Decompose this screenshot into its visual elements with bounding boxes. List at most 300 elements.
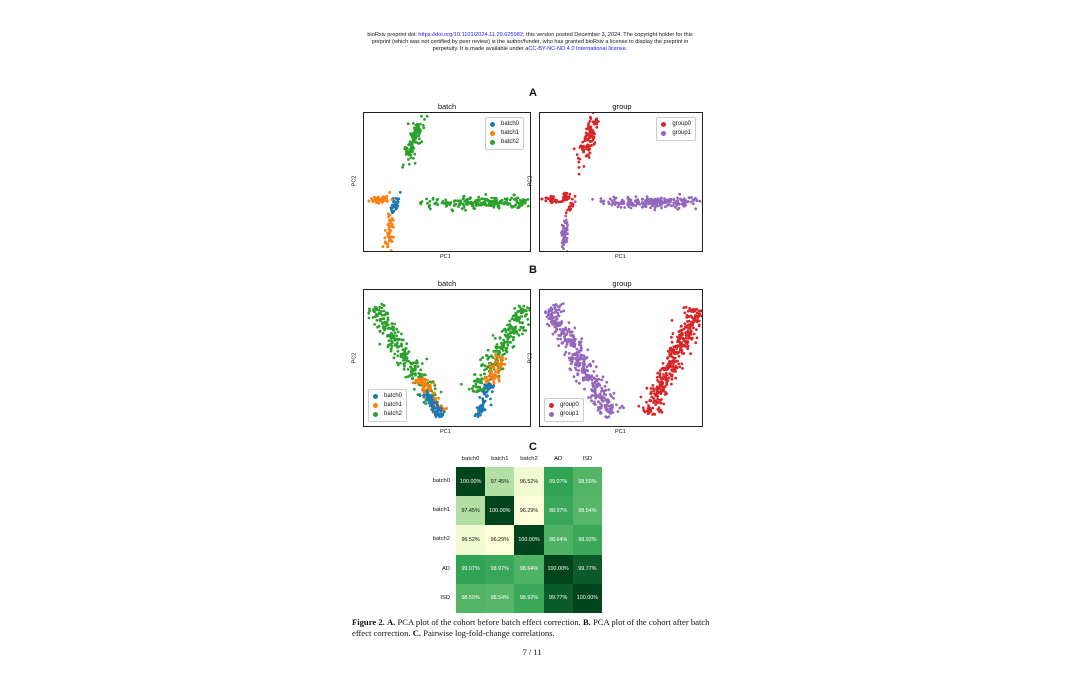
group0-point xyxy=(588,133,591,136)
group0-point xyxy=(565,211,568,214)
batch2-point xyxy=(501,330,504,333)
group1-point xyxy=(610,395,613,398)
group0-point xyxy=(545,197,548,200)
batch2-point xyxy=(515,316,518,319)
group1-point xyxy=(659,202,662,205)
group1-point xyxy=(633,204,636,207)
legend-a-group xyxy=(656,117,696,141)
group0-point xyxy=(676,344,679,347)
batch2-point xyxy=(383,310,386,313)
batch2-point xyxy=(462,195,465,198)
batch0-point xyxy=(399,191,402,194)
group1-point xyxy=(559,328,562,331)
legend-item-batch2 xyxy=(490,138,519,147)
pca-plot-a-batch xyxy=(363,112,534,252)
batch2-point xyxy=(459,201,462,204)
group0-point xyxy=(684,326,687,329)
group1-point xyxy=(690,196,693,199)
batch1-point xyxy=(497,372,500,375)
group1-point xyxy=(623,206,626,209)
batch2-point xyxy=(460,383,463,386)
group1-point xyxy=(590,375,593,378)
batch1-point xyxy=(387,232,390,235)
batch2-point xyxy=(518,205,521,208)
batch2-point xyxy=(410,371,413,374)
batch2-point xyxy=(510,327,513,330)
batch2-point xyxy=(422,127,425,130)
group1-point xyxy=(602,202,605,205)
group0-point xyxy=(650,391,653,394)
batch2-point xyxy=(378,306,381,309)
batch2-point xyxy=(507,327,510,330)
preprint-header xyxy=(330,32,730,53)
group1-point xyxy=(609,412,612,415)
group0-point xyxy=(683,322,686,325)
batch2-point xyxy=(407,122,410,125)
batch2-point xyxy=(518,334,521,337)
batch0-point xyxy=(482,401,485,404)
group1-point xyxy=(546,323,549,326)
group1-point xyxy=(667,200,670,203)
batch2-point xyxy=(498,350,501,353)
batch1-point xyxy=(418,377,421,380)
batch2-point xyxy=(379,330,382,333)
batch2-point xyxy=(420,140,423,143)
group0-point xyxy=(583,149,586,152)
batch2-point xyxy=(451,208,454,211)
batch1-point xyxy=(382,245,385,248)
group1-point xyxy=(580,337,583,340)
batch1-point xyxy=(419,380,422,383)
panel-b-letter: B xyxy=(529,264,537,276)
group1-point xyxy=(593,400,596,403)
batch2-point xyxy=(506,341,509,344)
batch0-point xyxy=(483,393,486,396)
group1-point xyxy=(568,352,571,355)
group1-point xyxy=(607,402,610,405)
group1-point xyxy=(563,353,566,356)
batch2-point xyxy=(429,208,432,211)
group1-point xyxy=(646,195,649,198)
batch2-point xyxy=(480,197,483,200)
group1-point xyxy=(654,204,657,207)
group0-point xyxy=(667,362,670,365)
batch2-point xyxy=(411,376,414,379)
group1-point xyxy=(548,317,551,320)
batch1-point xyxy=(494,370,497,373)
batch2-point xyxy=(402,352,405,355)
plot-a-right-ylabel: PC2 xyxy=(527,175,534,187)
batch2-point xyxy=(422,124,425,127)
batch2-point xyxy=(397,338,400,341)
legend-item-group0 xyxy=(661,120,691,129)
page-number: 7 / 11 xyxy=(522,647,542,657)
group0-point xyxy=(585,128,588,131)
batch1-point xyxy=(496,355,499,358)
group1-point xyxy=(620,206,623,209)
batch2-point xyxy=(475,204,478,207)
group0-point xyxy=(661,411,664,414)
group0-point xyxy=(701,315,703,318)
caption-a-label: A. xyxy=(386,617,396,627)
group0-point xyxy=(688,334,691,337)
group0-point xyxy=(675,365,678,368)
group0-point xyxy=(680,325,683,328)
batch2-point xyxy=(475,379,478,382)
batch2-point xyxy=(407,158,410,161)
batch2-point xyxy=(503,342,506,345)
group1-point xyxy=(642,202,645,205)
batch2-point xyxy=(527,205,530,208)
group0-point xyxy=(640,396,643,399)
batch2-point xyxy=(454,199,457,202)
group1-point xyxy=(622,406,625,409)
heatmap-row-label: batch0 xyxy=(432,478,450,484)
batch2-point xyxy=(423,118,426,121)
group0-point xyxy=(562,198,565,201)
group0-point xyxy=(558,201,561,204)
batch2-point xyxy=(368,317,371,320)
batch2-point xyxy=(392,326,395,329)
group1-point xyxy=(589,364,592,367)
batch1-point xyxy=(384,242,387,245)
heatmap-cell: 98.59% xyxy=(456,584,485,613)
group1-point xyxy=(641,198,644,201)
group1-point xyxy=(574,357,577,360)
batch2-point xyxy=(397,350,400,353)
license-link[interactable]: CC-BY-NC-ND 4.0 International license xyxy=(528,46,626,52)
group0-point xyxy=(695,328,698,331)
batch2-point xyxy=(475,385,478,388)
group1-point xyxy=(566,250,569,252)
group0-point xyxy=(637,405,640,408)
batch2-point xyxy=(509,320,512,323)
group0-point xyxy=(685,306,688,309)
batch0-point xyxy=(428,402,431,405)
group0-point xyxy=(669,347,672,350)
batch2-point xyxy=(404,347,407,350)
heatmap-cell: 96.52% xyxy=(456,525,485,554)
series-group0 xyxy=(637,306,703,416)
group1-point xyxy=(576,348,579,351)
group1-point xyxy=(569,330,572,333)
batch0-point xyxy=(479,407,482,410)
heatmap-cell: 98.54% xyxy=(573,496,602,525)
batch2-point xyxy=(386,321,389,324)
batch2-point xyxy=(426,115,429,118)
group0-point xyxy=(646,410,649,413)
group1-point xyxy=(600,412,603,415)
group0-point xyxy=(676,360,679,363)
group0-point xyxy=(671,378,674,381)
header-line2: preprint (which was not certified by peer review) is the author/funder, who has granted bioRxiv a license to display the preprint in xyxy=(371,39,689,45)
heatmap-column-label: ISD xyxy=(582,456,593,462)
batch2-point xyxy=(490,204,493,207)
heatmap-cell: 98.92% xyxy=(514,584,543,613)
group0-marker-icon xyxy=(549,403,554,408)
group1-point xyxy=(583,355,586,358)
batch1-point xyxy=(437,397,440,400)
batch2-point xyxy=(399,362,402,365)
batch2-point xyxy=(395,335,398,338)
group1-point xyxy=(564,215,567,218)
batch2-point xyxy=(522,326,525,329)
batch0-point xyxy=(489,383,492,386)
batch2-point xyxy=(412,122,415,125)
group0-point xyxy=(659,372,662,375)
group0-point xyxy=(686,320,689,323)
batch0-point xyxy=(392,210,395,213)
batch2-point xyxy=(502,345,505,348)
batch2-point xyxy=(444,202,447,205)
group1-point xyxy=(558,334,561,337)
batch2-point xyxy=(376,308,379,311)
group0-point xyxy=(686,347,689,350)
group0-point xyxy=(688,336,691,339)
batch2-point xyxy=(383,304,386,307)
legend-label: group0 xyxy=(672,121,691,127)
heatmap-cell: 98.97% xyxy=(485,555,514,584)
batch1-point xyxy=(388,237,391,240)
heatmap-cell: 96.29% xyxy=(485,525,514,554)
batch1-point xyxy=(488,375,491,378)
heatmap-column-label: AD xyxy=(554,456,563,462)
caption-b-text: PCA plot of the cohort after batch effect correction. xyxy=(352,617,710,638)
batch2-point xyxy=(417,365,420,368)
group0-point xyxy=(670,383,673,386)
group1-point xyxy=(672,201,675,204)
group1-point xyxy=(676,197,679,200)
group1-point xyxy=(557,344,560,347)
batch2-point xyxy=(416,129,419,132)
group0-point xyxy=(647,404,650,407)
caption-a-text: PCA plot of the cohort before batch effect correction. xyxy=(395,617,583,627)
batch2-point xyxy=(401,348,404,351)
batch2-point xyxy=(418,132,421,135)
group1-point xyxy=(594,403,597,406)
batch2-point xyxy=(387,345,390,348)
group0-point xyxy=(675,352,678,355)
batch2-point xyxy=(471,387,474,390)
group1-point xyxy=(683,203,686,206)
batch0-point xyxy=(436,404,439,407)
group1-point xyxy=(660,197,663,200)
batch2-point xyxy=(486,354,489,357)
group1-point xyxy=(550,321,553,324)
batch2-point xyxy=(500,342,503,345)
batch2-point xyxy=(410,374,413,377)
batch1-point xyxy=(384,229,387,232)
group0-point xyxy=(591,129,594,132)
group0-point xyxy=(653,413,656,416)
group1-point xyxy=(561,234,564,237)
group1-point xyxy=(591,198,594,201)
group1-point xyxy=(580,349,583,352)
group0-point xyxy=(679,347,682,350)
legend-label: batch2 xyxy=(500,139,519,145)
batch1-point xyxy=(433,391,436,394)
plot-b-right-ylabel: PC2 xyxy=(527,352,534,364)
group0-point xyxy=(664,375,667,378)
group1-point xyxy=(586,378,589,381)
group0-point xyxy=(690,309,693,312)
group1-point xyxy=(598,406,601,409)
batch2-point xyxy=(507,344,510,347)
batch2-point xyxy=(394,332,397,335)
plot-b-right-title: group xyxy=(612,279,632,288)
group0-point xyxy=(654,403,657,406)
group0-point xyxy=(554,200,557,203)
group0-point xyxy=(595,118,598,121)
group1-point xyxy=(562,302,565,305)
group1-point xyxy=(581,358,584,361)
group0-point xyxy=(656,390,659,393)
group1-point xyxy=(565,219,568,222)
heatmap-cell: 100.00% xyxy=(544,555,573,584)
legend-item-group0 xyxy=(549,401,579,410)
batch2-point xyxy=(513,332,516,335)
batch2-point xyxy=(494,199,497,202)
group0-point xyxy=(590,126,593,129)
group0-point xyxy=(681,362,684,365)
batch2-point xyxy=(506,338,509,341)
batch2-point xyxy=(396,354,399,357)
batch1-point xyxy=(368,200,371,203)
batch2-point xyxy=(396,346,399,349)
group1-point xyxy=(577,372,580,375)
group1-point xyxy=(579,354,582,357)
correlation-heatmap xyxy=(456,467,602,613)
group1-point xyxy=(611,204,614,207)
heatmap-row-label: AD xyxy=(441,565,450,572)
group0-point xyxy=(589,152,592,155)
group1-point xyxy=(652,203,655,206)
batch2-point xyxy=(411,148,414,151)
group1-point xyxy=(554,326,557,329)
batch1-point xyxy=(501,363,504,366)
batch0-point xyxy=(422,394,425,397)
legend-item-batch1 xyxy=(490,129,519,138)
batch2-point xyxy=(489,201,492,204)
batch1-point xyxy=(384,199,387,202)
batch0-point xyxy=(396,204,399,207)
group0-point xyxy=(592,113,595,114)
group0-point xyxy=(587,122,590,125)
batch0-point xyxy=(488,388,491,391)
group1-point xyxy=(586,365,589,368)
group1-point xyxy=(572,344,575,347)
group1-point xyxy=(604,385,607,388)
series-batch0 xyxy=(390,191,402,214)
batch0-point xyxy=(429,395,432,398)
heatmap-cell: 99.07% xyxy=(544,467,573,496)
group0-point xyxy=(674,370,677,373)
batch2-point xyxy=(528,309,531,312)
group1-point xyxy=(688,196,691,199)
batch2-point xyxy=(506,334,509,337)
group0-point xyxy=(540,198,543,201)
batch2-point xyxy=(387,327,390,330)
batch1-point xyxy=(381,197,384,200)
group1-point xyxy=(694,197,697,200)
batch1-point xyxy=(490,377,493,380)
batch2-point xyxy=(425,358,428,361)
group1-point xyxy=(672,198,675,201)
plot-b-left-ylabel: PC2 xyxy=(351,352,358,364)
batch0-point xyxy=(393,200,396,203)
group0-point xyxy=(656,395,659,398)
group1-point xyxy=(592,390,595,393)
group0-point xyxy=(652,400,655,403)
group0-point xyxy=(671,341,674,344)
group1-point xyxy=(606,410,609,413)
group0-point xyxy=(592,120,595,123)
batch2-point xyxy=(413,388,416,391)
group1-point xyxy=(574,354,577,357)
group1-point xyxy=(597,409,600,412)
plot-a-right-title: group xyxy=(612,102,632,111)
batch2-point xyxy=(518,329,521,332)
batch2-point xyxy=(400,333,403,336)
batch1-point xyxy=(379,200,382,203)
batch1-point xyxy=(490,372,493,375)
batch0-point xyxy=(395,207,398,210)
group1-point xyxy=(654,198,657,201)
group1-point xyxy=(563,329,566,332)
plot-a-left-ylabel: PC2 xyxy=(351,175,358,187)
batch2-point xyxy=(506,324,509,327)
batch0-point xyxy=(492,385,495,388)
batch1-point xyxy=(489,363,492,366)
group1-point xyxy=(690,201,693,204)
batch1-point xyxy=(384,251,387,252)
batch2-point xyxy=(514,199,517,202)
batch2-point xyxy=(394,344,397,347)
group1-point xyxy=(587,396,590,399)
group0-point xyxy=(662,367,665,370)
batch2-point xyxy=(389,343,392,346)
group0-point xyxy=(671,351,674,354)
batch2-point xyxy=(499,337,502,340)
batch2-point xyxy=(502,203,505,206)
group0-point xyxy=(593,143,596,146)
batch2-point xyxy=(521,333,524,336)
group1-point xyxy=(608,405,611,408)
group1-point xyxy=(552,333,555,336)
group1-point xyxy=(565,345,568,348)
batch2-point xyxy=(414,162,417,165)
batch0-point xyxy=(397,197,400,200)
group1-point xyxy=(584,376,587,379)
batch1-point xyxy=(384,236,387,239)
batch2-point xyxy=(396,341,399,344)
batch2-point xyxy=(479,374,482,377)
group1-point xyxy=(660,207,663,210)
doi-link[interactable]: https://doi.org/10.1101/2024.11.29.625982 xyxy=(418,32,523,38)
group1-point xyxy=(581,367,584,370)
batch1-point xyxy=(388,191,391,194)
group0-point xyxy=(576,153,579,156)
group1-point xyxy=(603,397,606,400)
batch2-point xyxy=(421,362,424,365)
batch2-point xyxy=(419,369,422,372)
group0-point xyxy=(685,334,688,337)
batch2-point xyxy=(412,157,415,160)
batch1-point xyxy=(496,376,499,379)
batch2-point xyxy=(413,153,416,156)
batch2-point xyxy=(473,207,476,210)
batch1-point xyxy=(505,357,508,360)
